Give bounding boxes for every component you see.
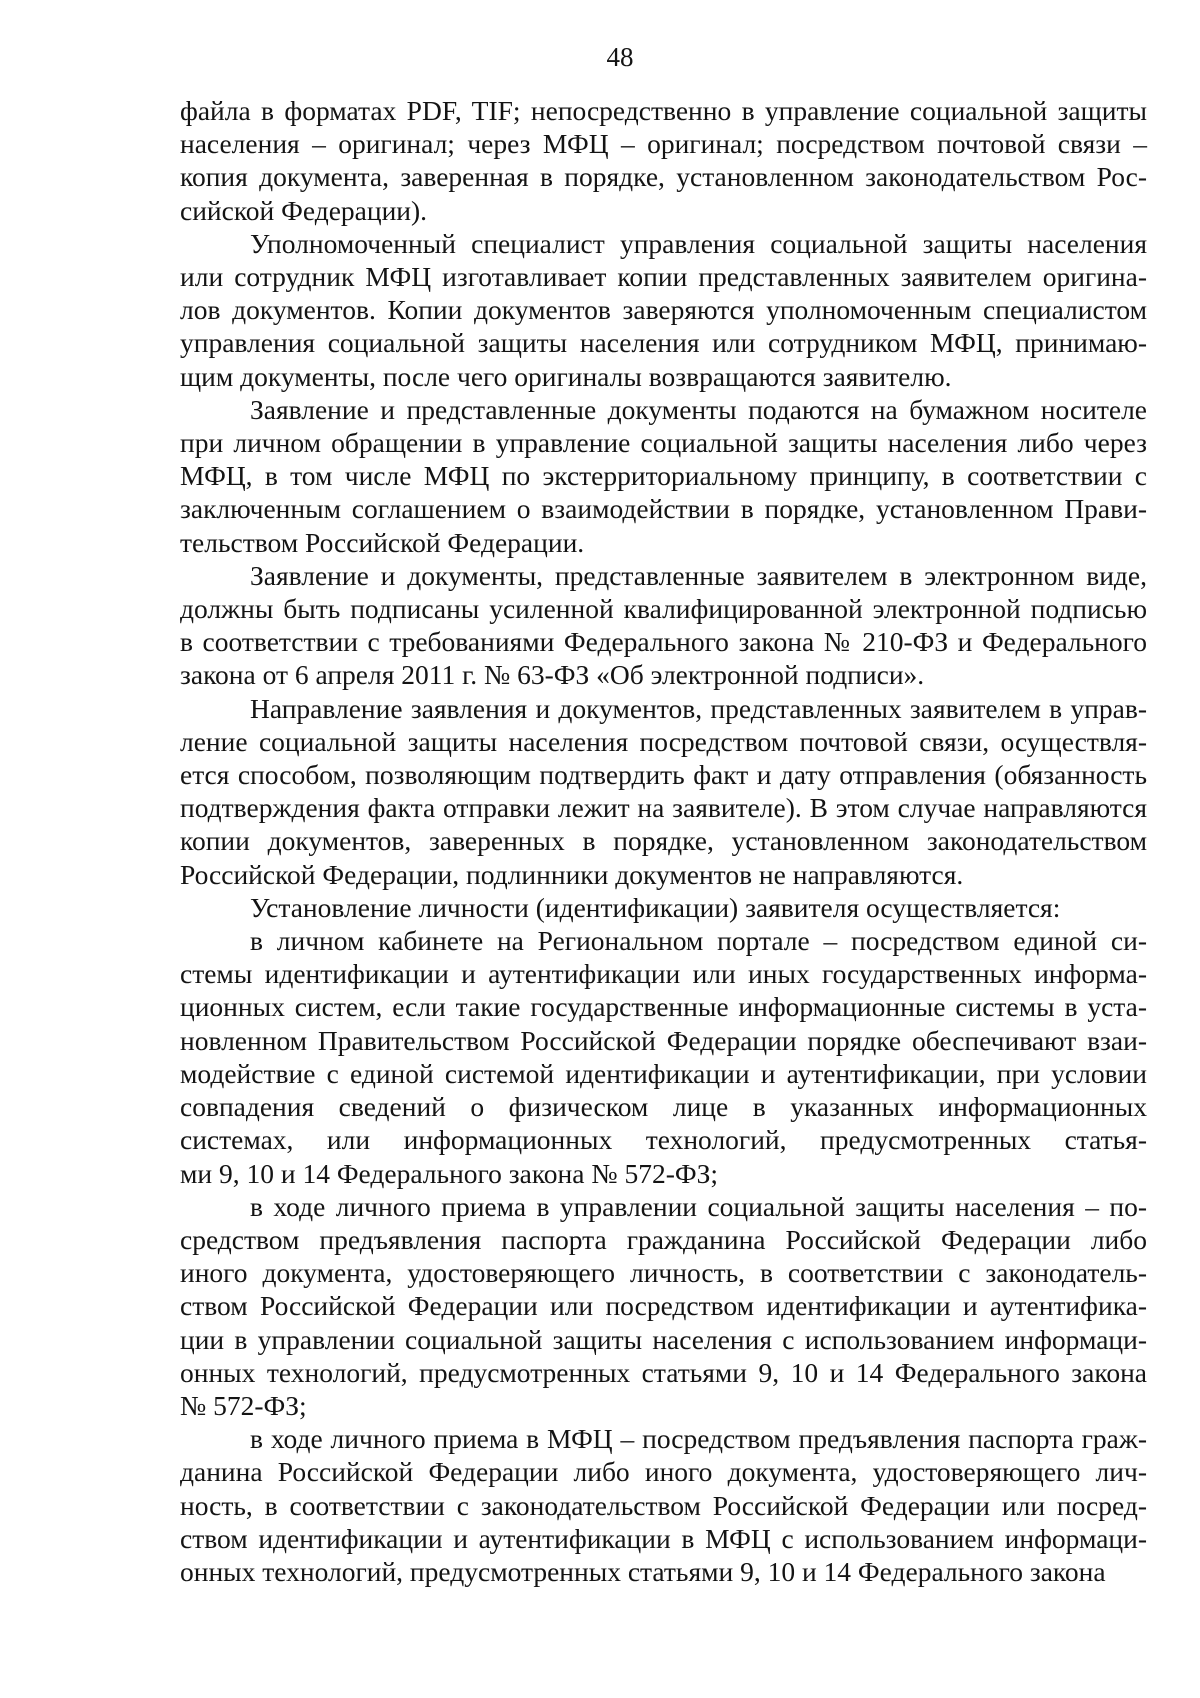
- text-line: закона от 6 апреля 2011 г. № 63-ФЗ «Об электронной подписи».: [180, 659, 925, 691]
- text-line: Заявление и документы, представленные заявителем в электронном виде,: [250, 559, 1147, 591]
- paragraph: [180, 393, 1147, 559]
- text-line: ность, в соответствии с законодательством Российской Федерации или посред-: [180, 1489, 1147, 1521]
- document-body: [180, 94, 1147, 1588]
- text-line: копии документов, заверенных в порядке, установленном законодательством: [180, 825, 1147, 857]
- paragraph: [180, 1190, 1147, 1422]
- paragraph: [180, 924, 1147, 1190]
- text-line: модействие с единой системой идентификации и аутентификации, при условии: [180, 1057, 1147, 1089]
- text-line: Уполномоченный специалист управления социальной защиты населения: [250, 227, 1147, 259]
- text-line: Установление личности (идентификации) заявителя осуществляется:: [250, 891, 1061, 923]
- text-line: системах, или информационных технологий, предусмотренных статья-: [180, 1124, 1147, 1156]
- text-line: копия документа, заверенная в порядке, установленном законодательством Рос-: [180, 161, 1147, 193]
- text-line: лов документов. Копии документов заверяются уполномоченным специалистом: [180, 294, 1147, 326]
- text-line: Заявление и представленные документы подаются на бумажном носителе: [250, 393, 1147, 425]
- text-line: должны быть подписаны усиленной квалифицированной электронной подписью: [180, 593, 1147, 625]
- text-line: Российской Федерации, подлинники документов не направляются.: [180, 858, 964, 890]
- text-line: ми 9, 10 и 14 Федерального закона № 572-ФЗ;: [180, 1157, 718, 1189]
- text-line: щим документы, после чего оригиналы возвращаются заявителю.: [180, 360, 952, 392]
- text-line: данина Российской Федерации либо иного документа, удостоверяющего лич-: [180, 1456, 1147, 1488]
- text-line: подтверждения факта отправки лежит на заявителе). В этом случае направляются: [180, 792, 1147, 824]
- text-line: МФЦ, в том числе МФЦ по экстерриториальному принципу, в соответствии с: [180, 460, 1147, 492]
- text-line: в личном кабинете на Региональном портале – посредством единой си-: [250, 925, 1147, 957]
- text-line: управления социальной защиты населения или сотрудником МФЦ, принимаю-: [180, 327, 1147, 359]
- text-line: заключенным соглашением о взаимодействии в порядке, установленном Прави-: [180, 493, 1147, 525]
- text-line: № 572-ФЗ;: [180, 1389, 307, 1421]
- text-line: новленном Правительством Российской Федерации порядке обеспечивают взаи-: [180, 1024, 1147, 1056]
- text-line: ется способом, позволяющим подтвердить факт и дату отправления (обязанность: [180, 759, 1147, 791]
- paragraph: [180, 891, 1147, 924]
- text-line: ционных систем, если такие государственные информационные системы в уста-: [180, 991, 1147, 1023]
- paragraph: [180, 1422, 1147, 1588]
- text-line: населения – оригинал; через МФЦ – оригинал; посредством почтовой связи –: [180, 128, 1147, 160]
- page-number: 48: [606, 42, 634, 72]
- text-line: в ходе личного приема в управлении социальной защиты населения – по-: [250, 1190, 1147, 1222]
- text-line: ции в управлении социальной защиты населения с использованием информаци-: [180, 1323, 1147, 1355]
- text-line: или сотрудник МФЦ изготавливает копии представленных заявителем оригина-: [180, 261, 1147, 293]
- paragraph: [180, 94, 1147, 227]
- text-line: Направление заявления и документов, представленных заявителем в управ-: [250, 692, 1147, 724]
- text-line: стемы идентификации и аутентификации или иных государственных информа-: [180, 958, 1147, 990]
- text-line: в ходе личного приема в МФЦ – посредством предъявления паспорта граж-: [250, 1423, 1147, 1455]
- text-line: ством Российской Федерации или посредством идентификации и аутентифика-: [180, 1290, 1147, 1322]
- text-line: тельством Российской Федерации.: [180, 526, 585, 558]
- text-line: ление социальной защиты населения посредством почтовой связи, осуществля-: [180, 725, 1147, 757]
- paragraph: [180, 692, 1147, 891]
- text-line: ством идентификации и аутентификации в МФЦ с использованием информаци-: [180, 1522, 1147, 1554]
- text-line: средством предъявления паспорта гражданина Российской Федерации либо: [180, 1223, 1147, 1255]
- paragraph: [180, 227, 1147, 393]
- text-line: совпадения сведений о физическом лице в указанных информационных: [180, 1091, 1147, 1123]
- text-line: иного документа, удостоверяющего личность, в соответствии с законодатель-: [180, 1257, 1147, 1289]
- text-line: файла в форматах PDF, TIF; непосредственно в управление социальной защиты: [180, 95, 1147, 126]
- text-line: сийской Федерации).: [180, 194, 428, 226]
- paragraph: [180, 559, 1147, 692]
- text-line: онных технологий, предусмотренных статьями 9, 10 и 14 Федерального закона: [180, 1356, 1147, 1388]
- text-line: при личном обращении в управление социальной защиты населения либо через: [180, 427, 1147, 459]
- text-line: в соответствии с требованиями Федерального закона № 210-ФЗ и Федерального: [180, 626, 1147, 658]
- text-line: онных технологий, предусмотренных статьями 9, 10 и 14 Федерального закона: [180, 1555, 1106, 1587]
